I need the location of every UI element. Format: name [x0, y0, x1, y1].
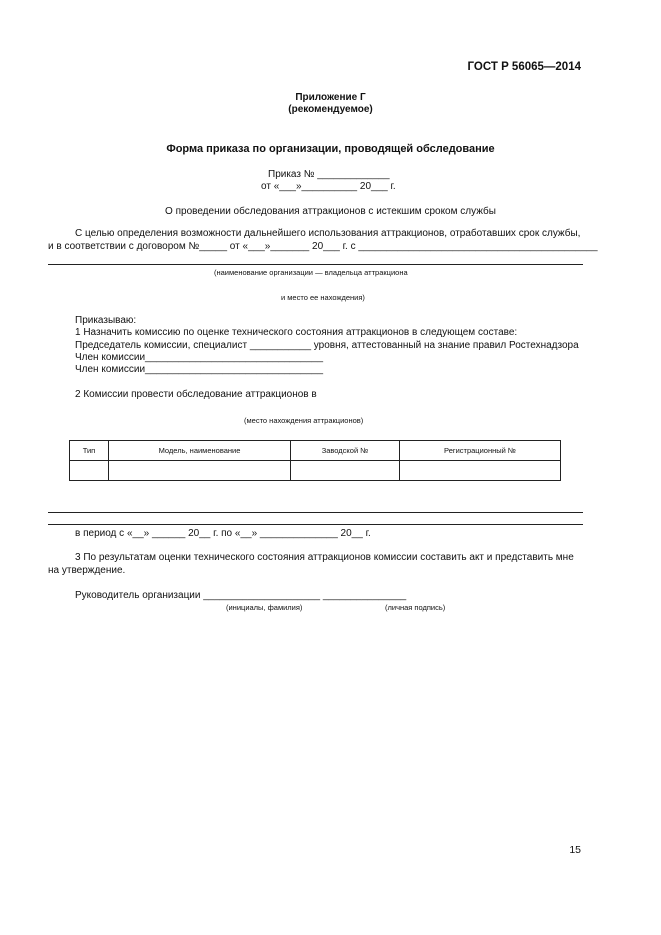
standard-number: ГОСТ Р 56065—2014 — [467, 61, 581, 73]
blank-rule-1 — [48, 512, 583, 513]
order-subject: О проведении обследования аттракционов с истекшим сроком службы — [165, 206, 496, 217]
blank-rule-2 — [48, 524, 583, 525]
table-cell — [400, 461, 561, 481]
purpose-line-1: С целью определения возможности дальнейшего использования аттракционов, отработавших срок службы, — [75, 228, 581, 239]
organization-rule — [48, 264, 583, 265]
caption-organization: (наименование организации — владельца аттракциона — [214, 268, 408, 277]
purpose-line-2: и в соответствии с договором №_____ от «___»_______ 20___ г. с ___________________________________________ — [48, 241, 598, 252]
table-cell — [291, 461, 400, 481]
table-header-row — [70, 441, 561, 461]
period-line: в период с «__» ______ 20__ г. по «__» ______________ 20__ г. — [75, 528, 371, 539]
order-date-line: от «___»__________ 20___ г. — [261, 181, 396, 192]
form-title: Форма приказа по организации, проводящей обследование — [166, 143, 495, 155]
caption-location: и место ее нахождения) — [281, 293, 365, 302]
item-3-line-1: 3 По результатам оценки технического состояния аттракционов комиссии составить акт и представить мне — [75, 552, 574, 563]
item-1: 1 Назначить комиссию по оценке технического состояния аттракционов в следующем составе: — [75, 327, 518, 338]
member-line-2: Член комиссии________________________________ — [75, 364, 324, 375]
table-row — [70, 461, 561, 481]
member-line-1: Член комиссии________________________________ — [75, 352, 324, 363]
caption-initials: (инициалы, фамилия) — [226, 603, 303, 612]
table-cell — [109, 461, 291, 481]
annex-title: Приложение Г — [295, 92, 366, 103]
caption-site: (место нахождения аттракционов) — [244, 416, 364, 425]
signature-line: Руководитель организации _____________________ _______________ — [75, 590, 407, 601]
page-number: 15 — [569, 844, 581, 856]
attractions-table — [69, 440, 561, 481]
item-2: 2 Комиссии провести обследование аттракционов в — [75, 389, 317, 400]
caption-signature: (личная подпись) — [385, 603, 446, 612]
header-serial: Заводской № — [291, 441, 400, 461]
order-word: Приказываю: — [75, 315, 137, 326]
header-type: Тип — [70, 441, 109, 461]
chairman-line: Председатель комиссии, специалист ___________ уровня, аттестованный на знание правил Ростехнадзора — [75, 340, 579, 351]
table-cell — [70, 461, 109, 481]
header-model: Модель, наименование — [109, 441, 291, 461]
header-registration: Регистрационный № — [400, 441, 561, 461]
order-number-line: Приказ № _____________ — [268, 169, 390, 180]
annex-status: (рекомендуемое) — [288, 104, 373, 115]
item-3-line-2: на утверждение. — [48, 565, 126, 576]
